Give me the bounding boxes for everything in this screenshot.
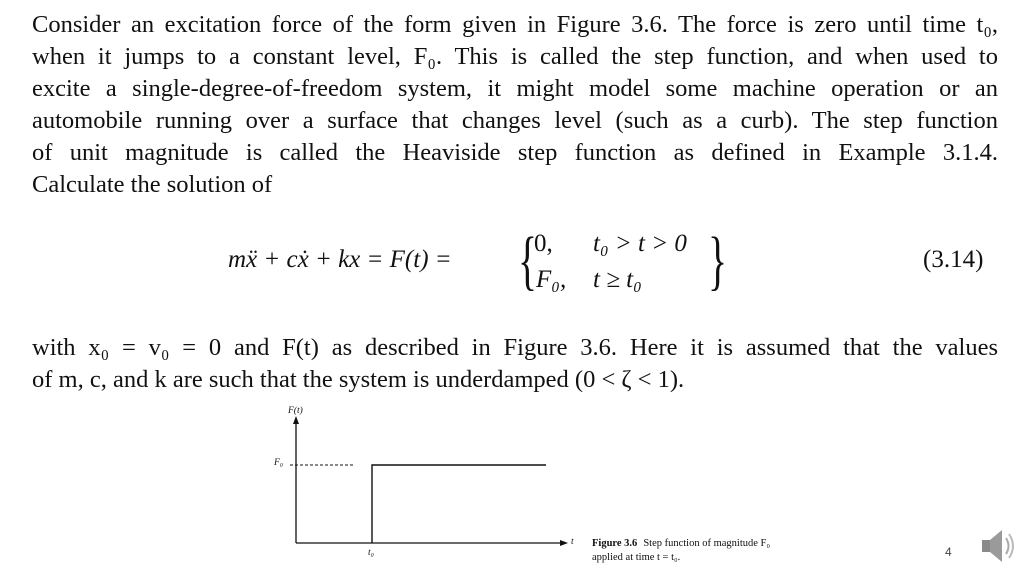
paragraph-line: automobile running over a surface that changes level (such as a curb). The step function: [32, 107, 998, 134]
figure-caption: [592, 537, 792, 565]
intro-paragraph: [32, 9, 998, 201]
caption-title: Figure 3.6: [592, 538, 638, 549]
page-number: 4: [945, 545, 952, 559]
t0-tick-label: t₀: [368, 548, 374, 558]
left-brace: {: [518, 224, 538, 297]
paragraph-line: with x₀ = v₀ = 0 and F(t) as described in Figure 3.6. Here it is assumed that the values: [32, 334, 998, 361]
followup-paragraph: [32, 332, 998, 396]
paragraph-line: Consider an excitation force of the form given in Figure 3.6. The force is zero until time t₀,: [32, 11, 998, 38]
level-label: F₀: [274, 458, 284, 468]
paragraph-line: excite a single-degree-of-freedom system, it might model some machine operation or an: [32, 75, 998, 102]
case2-value: F₀,: [536, 266, 567, 293]
step-curve: [372, 465, 546, 543]
paragraph-line: of unit magnitude is called the Heaviside step function as defined in Example 3.1.4.: [32, 139, 998, 166]
x-axis-label: t: [571, 537, 574, 547]
equation-lhs: mẍ + cẋ + kx = F(t) =: [228, 246, 452, 273]
y-axis-label: F(t): [288, 406, 303, 416]
case1-condition: t₀ > t > 0: [593, 230, 687, 257]
equation-3-14: [0, 222, 1024, 302]
paragraph-line: when it jumps to a constant level, F₀. This is called the step function, and when used to: [32, 43, 998, 70]
x-axis-arrow: [560, 540, 568, 546]
speaker-icon[interactable]: [976, 524, 1020, 568]
paragraph-line: of m, c, and k are such that the system is underdamped (0 < ζ < 1).: [32, 366, 685, 393]
caption-text: Step function of magnitude F₀ applied at time t = t₀.: [592, 538, 771, 563]
case1-value: 0,: [534, 230, 553, 257]
case2-condition: t ≥ t₀: [593, 266, 642, 293]
right-brace: }: [708, 224, 728, 297]
paragraph-line: Calculate the solution of: [32, 171, 273, 198]
equation-number: (3.14): [923, 246, 984, 273]
y-axis-arrow: [293, 416, 299, 424]
